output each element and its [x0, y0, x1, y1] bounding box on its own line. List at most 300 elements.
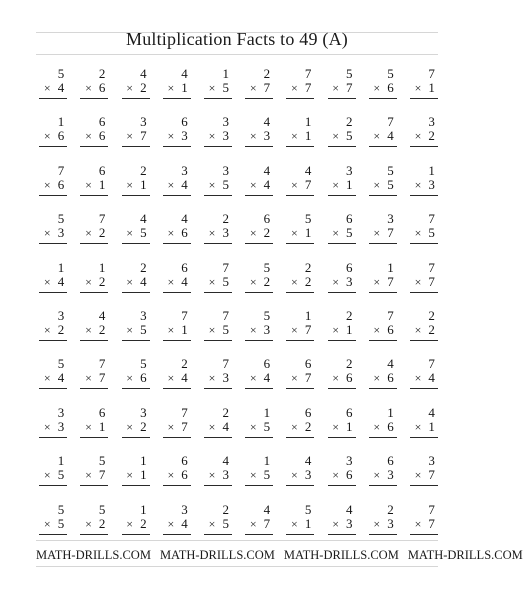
multiplication-problem	[114, 159, 155, 207]
answer-line	[410, 340, 438, 341]
multiplier-row	[209, 81, 229, 95]
times-sign: ×	[249, 129, 257, 144]
multiplier-row	[415, 420, 435, 434]
times-sign: ×	[43, 129, 51, 144]
multiplication-problem	[238, 401, 279, 449]
times-sign: ×	[414, 177, 422, 192]
times-sign: ×	[414, 226, 422, 241]
multiplication-problem	[320, 401, 361, 449]
answer-line	[410, 292, 438, 293]
multiplicand: 7	[387, 114, 394, 130]
multiplier: 3	[222, 128, 229, 144]
multiplier-row	[373, 517, 393, 531]
answer-line	[369, 98, 397, 99]
multiplicand: 3	[140, 404, 147, 420]
multiplicand: 7	[222, 356, 229, 372]
multiplication-problem	[32, 498, 73, 546]
multiplier: 1	[428, 418, 435, 434]
multiplier: 1	[428, 80, 435, 95]
multiplier: 6	[57, 128, 65, 144]
multiplier-row	[291, 323, 311, 337]
times-sign: ×	[414, 274, 422, 289]
multiplication-problem	[197, 401, 238, 449]
multiplier-row	[415, 81, 435, 95]
multiplier: 5	[222, 80, 229, 95]
multiplier: 7	[428, 467, 435, 483]
multiplier: 2	[428, 128, 435, 144]
answer-line	[163, 195, 191, 196]
multiplier: 6	[346, 467, 353, 483]
answer-line	[410, 195, 438, 196]
times-sign: ×	[208, 468, 216, 483]
times-sign: ×	[167, 371, 175, 386]
multiplicand: 1	[263, 404, 271, 420]
answer-line	[80, 243, 108, 244]
multiplication-problem	[156, 207, 197, 255]
multiplication-problem	[320, 207, 361, 255]
multiplier: 6	[181, 467, 188, 483]
multiplicand: 2	[346, 307, 353, 323]
multiplication-problem	[403, 62, 444, 110]
times-sign: ×	[373, 419, 381, 434]
multiplier: 6	[98, 128, 106, 144]
times-sign: ×	[43, 468, 51, 483]
times-sign: ×	[208, 129, 216, 144]
multiplication-problem	[114, 304, 155, 352]
times-sign: ×	[373, 177, 381, 192]
multiplier: 2	[57, 321, 65, 337]
multiplication-problem	[362, 207, 403, 255]
times-sign: ×	[126, 274, 134, 289]
times-sign: ×	[85, 274, 92, 289]
multiplicand: 4	[304, 453, 312, 469]
times-sign: ×	[85, 177, 92, 192]
multiplier: 4	[222, 418, 229, 434]
times-sign: ×	[249, 274, 257, 289]
answer-line	[245, 292, 273, 293]
answer-line	[39, 243, 67, 244]
multiplier-row	[209, 371, 229, 385]
times-sign: ×	[167, 468, 175, 483]
multiplicand: 2	[222, 404, 229, 420]
multiplier: 3	[346, 515, 353, 531]
multiplier-row	[373, 81, 393, 95]
multiplier-row	[44, 420, 64, 434]
times-sign: ×	[208, 516, 216, 531]
times-sign: ×	[332, 516, 339, 531]
answer-line	[122, 485, 150, 486]
multiplication-problem	[73, 159, 114, 207]
multiplication-problem	[403, 352, 444, 400]
answer-line	[286, 340, 314, 341]
multiplicand: 7	[428, 211, 435, 227]
multiplication-problem	[197, 62, 238, 110]
answer-line	[163, 292, 191, 293]
multiplicand: 2	[304, 259, 312, 275]
multiplier-row	[209, 275, 229, 289]
answer-line	[286, 146, 314, 147]
multiplicand: 5	[304, 501, 312, 517]
answer-line	[204, 388, 232, 389]
multiplier: 3	[222, 467, 229, 483]
multiplier-row	[250, 517, 270, 531]
multiplicand: 3	[181, 501, 188, 517]
multiplier: 2	[304, 418, 312, 434]
multiplicand: 1	[57, 259, 65, 275]
answer-line	[163, 98, 191, 99]
answer-line	[369, 534, 397, 535]
multiplier: 3	[222, 225, 229, 241]
multiplication-problem	[197, 256, 238, 304]
times-sign: ×	[43, 371, 51, 386]
multiplication-problem	[238, 62, 279, 110]
multiplicand: 7	[181, 404, 188, 420]
multiplication-problem	[403, 256, 444, 304]
multiplier: 2	[140, 418, 147, 434]
times-sign: ×	[332, 129, 339, 144]
times-sign: ×	[126, 81, 134, 95]
answer-line	[286, 388, 314, 389]
answer-line	[204, 437, 232, 438]
times-sign: ×	[167, 274, 175, 289]
times-sign: ×	[167, 419, 175, 434]
multiplier-row	[415, 226, 435, 240]
multiplier: 5	[140, 321, 147, 337]
times-sign: ×	[43, 516, 51, 531]
multiplier: 6	[98, 80, 106, 95]
times-sign: ×	[332, 468, 339, 483]
times-sign: ×	[249, 516, 257, 531]
times-sign: ×	[126, 468, 134, 483]
multiplicand: 5	[387, 162, 394, 178]
multiplier-row	[415, 371, 435, 385]
times-sign: ×	[167, 129, 175, 144]
answer-line	[204, 292, 232, 293]
multiplication-problem	[362, 304, 403, 352]
multiplier: 4	[263, 176, 271, 192]
multiplier-row	[332, 226, 352, 240]
multiplier-row	[209, 420, 229, 434]
times-sign: ×	[43, 322, 51, 337]
times-sign: ×	[249, 322, 257, 337]
multiplicand: 4	[263, 162, 271, 178]
multiplier: 2	[140, 80, 147, 95]
multiplicand: 7	[222, 307, 229, 323]
multiplicand: 1	[387, 404, 394, 420]
multiplicand: 4	[222, 453, 229, 469]
multiplicand: 4	[98, 307, 106, 323]
answer-line	[369, 340, 397, 341]
answer-line	[328, 485, 356, 486]
answer-line	[163, 534, 191, 535]
multiplicand: 1	[304, 307, 312, 323]
multiplier: 2	[263, 225, 271, 241]
multiplicand: 6	[98, 162, 106, 178]
multiplier-row	[250, 275, 270, 289]
multiplicand: 2	[181, 356, 188, 372]
multiplicand: 4	[304, 162, 312, 178]
times-sign: ×	[167, 81, 175, 95]
multiplicand: 6	[346, 404, 353, 420]
multiplier: 5	[263, 467, 271, 483]
multiplier-row	[209, 468, 229, 482]
footer-brand-text: MATH-DRILLS.COM	[36, 548, 151, 562]
multiplication-problem	[197, 498, 238, 546]
multiplier: 7	[304, 176, 312, 192]
multiplicand: 7	[387, 307, 394, 323]
answer-line	[163, 437, 191, 438]
multiplication-problem	[32, 159, 73, 207]
multiplier: 7	[304, 321, 312, 337]
multiplier: 6	[387, 370, 394, 386]
answer-line	[122, 388, 150, 389]
multiplier-row	[44, 517, 64, 531]
times-sign: ×	[291, 322, 298, 337]
times-sign: ×	[208, 371, 216, 386]
footer-brand-text: MATH-DRILLS.COM	[407, 548, 523, 562]
multiplicand: 7	[428, 356, 435, 372]
multiplicand: 5	[346, 66, 353, 81]
answer-line	[39, 388, 67, 389]
multiplier: 1	[181, 80, 188, 95]
multiplication-problem	[279, 401, 320, 449]
times-sign: ×	[167, 226, 175, 241]
multiplier-row	[250, 468, 270, 482]
multiplication-problem	[320, 256, 361, 304]
multiplicand: 3	[57, 404, 65, 420]
times-sign: ×	[414, 516, 422, 531]
multiplication-problem	[403, 498, 444, 546]
multiplicand: 3	[57, 307, 65, 323]
times-sign: ×	[85, 371, 92, 386]
multiplier-row	[415, 275, 435, 289]
multiplicand: 4	[263, 114, 271, 130]
multiplier: 1	[346, 176, 353, 192]
multiplier-row	[332, 371, 352, 385]
answer-line	[328, 340, 356, 341]
multiplier-row	[250, 226, 270, 240]
multiplier: 7	[304, 370, 312, 386]
multiplier: 7	[181, 418, 188, 434]
answer-line	[410, 146, 438, 147]
multiplier-row	[85, 468, 105, 482]
times-sign: ×	[373, 226, 381, 241]
multiplicand: 5	[57, 356, 65, 372]
multiplier: 5	[222, 273, 229, 289]
times-sign: ×	[85, 322, 92, 337]
answer-line	[328, 243, 356, 244]
times-sign: ×	[249, 81, 257, 95]
multiplicand: 1	[140, 453, 147, 469]
multiplier-row	[209, 517, 229, 531]
multiplier: 2	[98, 321, 106, 337]
multiplication-problem	[32, 304, 73, 352]
multiplication-problem	[156, 304, 197, 352]
multiplier-row	[415, 178, 435, 192]
multiplicand: 3	[387, 211, 394, 227]
answer-line	[245, 340, 273, 341]
answer-line	[286, 437, 314, 438]
multiplier-row	[126, 371, 146, 385]
answer-line	[245, 195, 273, 196]
multiplication-problem	[403, 159, 444, 207]
multiplier-row	[415, 323, 435, 337]
times-sign: ×	[291, 129, 298, 144]
times-sign: ×	[126, 322, 134, 337]
multiplication-problem	[197, 207, 238, 255]
multiplier-row	[373, 178, 393, 192]
multiplication-problem	[73, 207, 114, 255]
times-sign: ×	[373, 129, 381, 144]
multiplier-row	[126, 275, 146, 289]
answer-line	[410, 243, 438, 244]
answer-line	[410, 388, 438, 389]
multiplier-row	[373, 420, 393, 434]
multiplier: 2	[263, 273, 271, 289]
multiplier: 7	[140, 128, 147, 144]
multiplier-row	[332, 420, 352, 434]
multiplication-problem	[362, 401, 403, 449]
multiplier: 7	[98, 370, 106, 386]
multiplicand: 4	[346, 501, 353, 517]
times-sign: ×	[249, 371, 257, 386]
multiplication-problem	[362, 352, 403, 400]
multiplicand: 1	[428, 162, 435, 178]
answer-line	[245, 437, 273, 438]
multiplication-problem	[238, 498, 279, 546]
multiplier: 5	[140, 225, 147, 241]
answer-line	[122, 146, 150, 147]
answer-line	[286, 534, 314, 535]
multiplicand: 4	[263, 501, 271, 517]
multiplication-problem	[156, 256, 197, 304]
multiplier: 6	[346, 370, 353, 386]
multiplier-row	[167, 420, 187, 434]
answer-line	[204, 534, 232, 535]
multiplicand: 5	[304, 211, 312, 227]
multiplication-problem	[32, 256, 73, 304]
multiplication-problem	[156, 352, 197, 400]
answer-line	[80, 292, 108, 293]
multiplication-problem	[279, 352, 320, 400]
multiplier: 5	[346, 225, 353, 241]
multiplication-problem	[73, 352, 114, 400]
multiplication-problem	[279, 159, 320, 207]
multiplier: 6	[57, 176, 65, 192]
times-sign: ×	[332, 371, 339, 386]
multiplier-row	[250, 420, 270, 434]
multiplier: 4	[140, 273, 147, 289]
multiplication-problem	[403, 207, 444, 255]
times-sign: ×	[126, 516, 134, 531]
multiplier-row	[332, 323, 352, 337]
multiplication-problem	[114, 498, 155, 546]
multiplicand: 6	[98, 404, 106, 420]
times-sign: ×	[208, 226, 216, 241]
answer-line	[163, 485, 191, 486]
multiplier: 4	[181, 370, 188, 386]
multiplier-row	[167, 323, 187, 337]
multiplier: 7	[428, 273, 435, 289]
multiplicand: 5	[140, 356, 147, 372]
answer-line	[286, 485, 314, 486]
multiplicand: 6	[263, 356, 271, 372]
answer-line	[245, 485, 273, 486]
multiplicand: 3	[346, 453, 353, 469]
multiplicand: 2	[140, 162, 147, 178]
times-sign: ×	[291, 371, 298, 386]
multiplicand: 7	[57, 162, 65, 178]
multiplier: 3	[346, 273, 353, 289]
multiplier-row	[126, 323, 146, 337]
answer-line	[286, 195, 314, 196]
answer-line	[369, 437, 397, 438]
times-sign: ×	[167, 516, 175, 531]
multiplier: 1	[98, 418, 106, 434]
multiplier-row	[291, 468, 311, 482]
answer-line	[39, 485, 67, 486]
answer-line	[163, 243, 191, 244]
multiplication-problem	[320, 498, 361, 546]
times-sign: ×	[291, 81, 298, 95]
multiplicand: 1	[140, 501, 147, 517]
answer-line	[39, 98, 67, 99]
multiplication-problem	[73, 256, 114, 304]
multiplier-row	[250, 81, 270, 95]
answer-line	[286, 243, 314, 244]
multiplier-row	[85, 323, 105, 337]
times-sign: ×	[43, 226, 51, 241]
multiplier: 2	[140, 515, 147, 531]
multiplicand: 4	[428, 404, 435, 420]
times-sign: ×	[414, 468, 422, 483]
multiplier: 5	[57, 467, 65, 483]
answer-line	[39, 195, 67, 196]
worksheet-title: Multiplication Facts to 49 (A)	[126, 29, 348, 49]
answer-line	[163, 340, 191, 341]
multiplier: 2	[304, 273, 312, 289]
multiplicand: 3	[428, 453, 435, 469]
multiplicand: 4	[140, 66, 147, 81]
multiplicand: 4	[387, 356, 394, 372]
multiplication-problem	[32, 449, 73, 497]
answer-line	[328, 388, 356, 389]
times-sign: ×	[43, 177, 51, 192]
multiplicand: 5	[57, 66, 65, 81]
times-sign: ×	[85, 81, 92, 95]
answer-line	[80, 98, 108, 99]
times-sign: ×	[414, 419, 422, 434]
answer-line	[204, 195, 232, 196]
multiplier-row	[415, 517, 435, 531]
multiplication-problem	[362, 110, 403, 158]
multiplicand: 3	[140, 114, 147, 130]
multiplication-problem	[32, 401, 73, 449]
multiplicand: 4	[140, 211, 147, 227]
multiplication-problem	[320, 62, 361, 110]
multiplier-row	[167, 468, 187, 482]
multiplicand: 6	[181, 453, 188, 469]
multiplier-row	[332, 468, 352, 482]
times-sign: ×	[332, 274, 339, 289]
multiplier-row	[291, 371, 311, 385]
multiplier: 3	[222, 370, 229, 386]
answer-line	[410, 485, 438, 486]
answer-line	[245, 534, 273, 535]
multiplicand: 5	[263, 307, 271, 323]
multiplier: 5	[263, 418, 271, 434]
multiplier-row	[44, 468, 64, 482]
